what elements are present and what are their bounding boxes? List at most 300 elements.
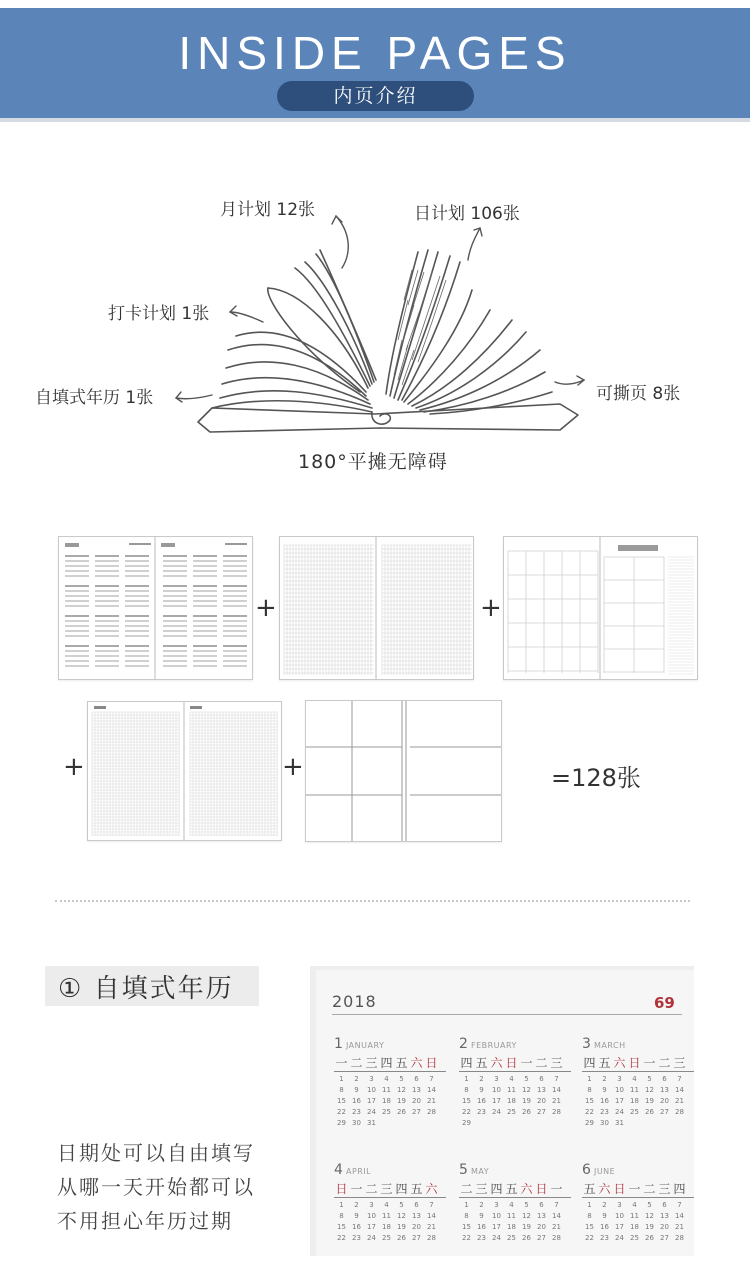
weekday-label: 五	[410, 1182, 423, 1196]
date-row	[459, 1223, 571, 1231]
date-cell: 3	[369, 1201, 374, 1209]
month-number: 6	[582, 1162, 591, 1178]
weekday-label: 三	[475, 1182, 488, 1196]
weekday-label: 三	[380, 1182, 393, 1196]
weekday-label: 五	[475, 1056, 488, 1070]
date-cell: 23	[477, 1108, 486, 1116]
month-heading	[582, 1036, 694, 1052]
date-cell: 21	[427, 1223, 436, 1231]
date-cell: 18	[630, 1097, 639, 1105]
date-row	[582, 1119, 694, 1127]
date-cell: 12	[645, 1212, 654, 1220]
month-number: 3	[582, 1036, 591, 1052]
date-cell: 16	[477, 1097, 486, 1105]
date-cell: 18	[382, 1097, 391, 1105]
weekday-label: 一	[643, 1056, 656, 1070]
weekday-label: 五	[598, 1056, 611, 1070]
date-row	[582, 1108, 694, 1116]
date-cell: 9	[354, 1086, 359, 1094]
weekday-row	[459, 1180, 571, 1198]
date-cell: 23	[352, 1234, 361, 1242]
weekday-label: 六	[410, 1056, 423, 1070]
section-title: ① 自填式年历	[58, 974, 234, 1004]
weekday-label: 六	[490, 1056, 503, 1070]
date-cell	[424, 1119, 439, 1127]
total-sheet-count: =128张	[551, 764, 641, 792]
date-cell	[504, 1119, 519, 1127]
weekday-label: 日	[535, 1182, 548, 1196]
header-subtitle-pill: 内页介绍	[277, 81, 474, 111]
tracker-grid	[280, 537, 473, 679]
date-cell	[657, 1119, 672, 1127]
date-cell: 26	[522, 1234, 531, 1242]
date-cell: 25	[507, 1234, 516, 1242]
date-cell: 19	[645, 1223, 654, 1231]
date-row	[582, 1075, 694, 1083]
date-cell: 12	[397, 1086, 406, 1094]
weekday-label: 日	[505, 1056, 518, 1070]
date-cell: 7	[554, 1075, 559, 1083]
month-number: 4	[334, 1162, 343, 1178]
date-cell: 2	[479, 1201, 484, 1209]
date-cell: 26	[397, 1234, 406, 1242]
date-cell: 12	[645, 1086, 654, 1094]
date-cell: 24	[367, 1234, 376, 1242]
date-cell: 5	[524, 1201, 529, 1209]
date-cell: 5	[647, 1201, 652, 1209]
date-cell: 18	[630, 1223, 639, 1231]
date-cell: 15	[337, 1223, 346, 1231]
date-cell: 20	[537, 1097, 546, 1105]
date-cell: 20	[660, 1223, 669, 1231]
date-cell: 23	[600, 1234, 609, 1242]
weekday-label: 四	[490, 1182, 503, 1196]
date-cell: 9	[602, 1212, 607, 1220]
date-cell: 17	[367, 1097, 376, 1105]
header-banner	[0, 8, 750, 118]
header-shadow	[0, 118, 750, 122]
calendar-month-block	[334, 1036, 446, 1127]
date-cell: 19	[522, 1223, 531, 1231]
date-cell: 8	[339, 1086, 344, 1094]
date-cell: 24	[492, 1234, 501, 1242]
date-row	[582, 1212, 694, 1220]
date-cell: 22	[462, 1234, 471, 1242]
month-heading	[334, 1036, 446, 1052]
date-row	[582, 1201, 694, 1209]
date-cell: 17	[367, 1223, 376, 1231]
calendar-month-block	[334, 1162, 446, 1242]
date-cell: 9	[479, 1212, 484, 1220]
date-cell: 10	[615, 1212, 624, 1220]
date-cell: 4	[509, 1201, 514, 1209]
date-cell: 14	[675, 1086, 684, 1094]
date-cell: 13	[537, 1212, 546, 1220]
date-cell: 22	[337, 1108, 346, 1116]
date-cell: 25	[382, 1234, 391, 1242]
date-cell: 3	[494, 1075, 499, 1083]
date-cell: 26	[522, 1108, 531, 1116]
date-cell: 6	[662, 1201, 667, 1209]
date-cell: 6	[539, 1075, 544, 1083]
date-row	[459, 1097, 571, 1105]
weekday-label: 二	[460, 1182, 473, 1196]
month-name: JANUARY	[342, 1041, 385, 1050]
month-heading	[334, 1162, 446, 1178]
thumb-yearly-calendar	[58, 536, 253, 680]
date-cell: 27	[412, 1234, 421, 1242]
weekday-label: 四	[380, 1056, 393, 1070]
date-cell: 21	[675, 1223, 684, 1231]
date-row	[334, 1108, 446, 1116]
date-cell: 8	[587, 1086, 592, 1094]
date-cell: 8	[464, 1212, 469, 1220]
weekday-label: 二	[535, 1056, 548, 1070]
date-cell	[379, 1119, 394, 1127]
weekday-row	[459, 1054, 571, 1072]
date-cell: 22	[462, 1108, 471, 1116]
date-row	[459, 1234, 571, 1242]
month-heading	[459, 1162, 571, 1178]
weekday-label: 四	[583, 1056, 596, 1070]
weekday-label: 三	[365, 1056, 378, 1070]
date-cell: 6	[539, 1201, 544, 1209]
weekday-label: 六	[425, 1182, 438, 1196]
date-row	[334, 1097, 446, 1105]
weekday-label: 日	[628, 1056, 641, 1070]
date-cell: 15	[585, 1223, 594, 1231]
month-name: MAY	[467, 1167, 490, 1176]
date-cell: 25	[382, 1108, 391, 1116]
plus-sign: +	[63, 752, 85, 782]
date-cell: 12	[522, 1086, 531, 1094]
calendar-month-block	[459, 1036, 571, 1127]
plus-sign: +	[255, 593, 277, 623]
date-cell	[519, 1119, 534, 1127]
date-row	[459, 1119, 571, 1127]
weekday-label: 二	[658, 1056, 671, 1070]
date-row	[459, 1212, 571, 1220]
label-self-fill-calendar: 自填式年历 1张	[35, 388, 154, 408]
date-cell: 14	[675, 1212, 684, 1220]
date-cell: 13	[412, 1212, 421, 1220]
date-cell: 6	[414, 1075, 419, 1083]
date-cell: 22	[337, 1234, 346, 1242]
date-cell: 2	[602, 1075, 607, 1083]
date-cell: 4	[509, 1075, 514, 1083]
date-cell: 21	[427, 1097, 436, 1105]
date-cell: 20	[660, 1097, 669, 1105]
date-cell	[672, 1119, 687, 1127]
weekday-label: 一	[550, 1182, 563, 1196]
date-cell: 24	[615, 1234, 624, 1242]
date-cell: 8	[587, 1212, 592, 1220]
date-cell: 3	[617, 1201, 622, 1209]
date-cell: 13	[537, 1086, 546, 1094]
weekday-label: 二	[643, 1182, 656, 1196]
month-heading	[582, 1162, 694, 1178]
date-cell: 1	[464, 1075, 469, 1083]
date-cell: 28	[427, 1108, 436, 1116]
date-cell: 19	[397, 1097, 406, 1105]
date-cell: 21	[675, 1097, 684, 1105]
date-row	[582, 1223, 694, 1231]
thumb-checkin-tracker	[279, 536, 474, 680]
date-cell: 29	[585, 1119, 594, 1127]
weekday-label: 六	[613, 1056, 626, 1070]
date-cell	[474, 1119, 489, 1127]
calendar-photo	[310, 966, 694, 1256]
label-daily-plan: 日计划 106张	[414, 204, 520, 224]
weekday-label: 日	[425, 1056, 438, 1070]
date-cell: 9	[602, 1086, 607, 1094]
date-cell: 31	[367, 1119, 376, 1127]
calendar-page-number: 69	[654, 994, 675, 1012]
weekday-label: 三	[658, 1182, 671, 1196]
date-cell: 5	[524, 1075, 529, 1083]
date-cell: 1	[587, 1075, 592, 1083]
date-cell: 4	[632, 1201, 637, 1209]
date-cell: 9	[354, 1212, 359, 1220]
date-cell: 5	[399, 1201, 404, 1209]
weekday-row	[582, 1054, 694, 1072]
calendar-month-block	[459, 1162, 571, 1242]
weekday-row	[334, 1054, 446, 1072]
date-cell: 28	[552, 1108, 561, 1116]
date-cell: 29	[337, 1119, 346, 1127]
date-cell: 21	[552, 1097, 561, 1105]
date-cell: 23	[352, 1108, 361, 1116]
month-heading	[459, 1036, 571, 1052]
date-cell	[642, 1119, 657, 1127]
month-number: 1	[334, 1036, 343, 1052]
caption-lay-flat: 180°平摊无障碍	[298, 451, 448, 473]
date-cell: 31	[615, 1119, 624, 1127]
date-cell: 27	[660, 1108, 669, 1116]
calendar-page	[316, 970, 694, 1256]
date-cell: 10	[367, 1086, 376, 1094]
date-cell	[627, 1119, 642, 1127]
date-cell: 10	[367, 1212, 376, 1220]
date-cell: 10	[492, 1212, 501, 1220]
month-name: MARCH	[590, 1041, 626, 1050]
description-line-1: 日期处可以自由填写	[57, 1141, 255, 1165]
date-row	[334, 1119, 446, 1127]
month-number: 5	[459, 1162, 468, 1178]
date-cell: 15	[337, 1097, 346, 1105]
weekday-label: 四	[395, 1182, 408, 1196]
weekday-label: 三	[673, 1056, 686, 1070]
date-row	[334, 1234, 446, 1242]
date-cell: 13	[412, 1086, 421, 1094]
month-name: FEBRUARY	[467, 1041, 517, 1050]
date-row	[334, 1086, 446, 1094]
weekday-label: 五	[395, 1056, 408, 1070]
tearable-panels	[306, 701, 501, 841]
date-cell: 13	[660, 1086, 669, 1094]
date-cell: 2	[354, 1075, 359, 1083]
weekday-label: 二	[365, 1182, 378, 1196]
date-cell: 16	[600, 1097, 609, 1105]
date-cell: 12	[522, 1212, 531, 1220]
date-row	[334, 1212, 446, 1220]
date-cell: 20	[412, 1223, 421, 1231]
monthly-plan-grid	[504, 537, 697, 679]
daily-plan-grid	[88, 702, 281, 840]
date-cell	[549, 1119, 564, 1127]
date-cell: 25	[630, 1234, 639, 1242]
date-cell: 4	[384, 1201, 389, 1209]
date-cell: 3	[617, 1075, 622, 1083]
date-cell: 15	[462, 1223, 471, 1231]
date-cell: 21	[552, 1223, 561, 1231]
date-cell: 27	[537, 1234, 546, 1242]
date-cell: 24	[615, 1108, 624, 1116]
date-cell: 15	[585, 1097, 594, 1105]
header-title: INSIDE PAGES	[178, 27, 572, 79]
weekday-label: 一	[628, 1182, 641, 1196]
date-cell: 2	[354, 1201, 359, 1209]
date-cell: 20	[412, 1097, 421, 1105]
label-tearable-pages: 可撕页 8张	[596, 384, 681, 404]
date-cell: 14	[552, 1212, 561, 1220]
date-cell: 28	[675, 1234, 684, 1242]
date-cell	[409, 1119, 424, 1127]
weekday-label: 日	[613, 1182, 626, 1196]
weekday-label: 五	[505, 1182, 518, 1196]
date-cell: 18	[507, 1097, 516, 1105]
date-cell: 30	[352, 1119, 361, 1127]
date-cell: 28	[427, 1234, 436, 1242]
date-cell: 24	[492, 1108, 501, 1116]
date-cell: 4	[384, 1075, 389, 1083]
date-cell: 3	[494, 1201, 499, 1209]
weekday-label: 四	[460, 1056, 473, 1070]
date-cell: 14	[427, 1212, 436, 1220]
calendar-header-rule	[332, 1014, 682, 1015]
thumb-daily-plan	[87, 701, 282, 841]
weekday-label: 一	[520, 1056, 533, 1070]
date-cell: 20	[537, 1223, 546, 1231]
weekday-label: 日	[335, 1182, 348, 1196]
date-cell: 18	[382, 1223, 391, 1231]
section-divider	[55, 900, 690, 902]
thumb-tearable-pages	[305, 700, 502, 842]
weekday-label: 六	[520, 1182, 533, 1196]
date-cell: 16	[600, 1223, 609, 1231]
date-cell: 11	[507, 1212, 516, 1220]
date-cell: 13	[660, 1212, 669, 1220]
date-cell: 1	[339, 1075, 344, 1083]
date-cell: 6	[414, 1201, 419, 1209]
weekday-row	[582, 1180, 694, 1198]
date-cell: 2	[602, 1201, 607, 1209]
date-cell: 12	[397, 1212, 406, 1220]
date-cell: 30	[600, 1119, 609, 1127]
date-cell: 25	[630, 1108, 639, 1116]
date-cell: 17	[492, 1223, 501, 1231]
date-row	[459, 1086, 571, 1094]
date-cell: 17	[615, 1097, 624, 1105]
date-cell: 5	[399, 1075, 404, 1083]
date-cell	[394, 1119, 409, 1127]
date-cell: 11	[630, 1212, 639, 1220]
date-cell: 14	[552, 1086, 561, 1094]
date-cell: 28	[675, 1108, 684, 1116]
date-cell	[534, 1119, 549, 1127]
date-cell: 23	[600, 1108, 609, 1116]
date-cell: 8	[464, 1086, 469, 1094]
calendar-month-block	[582, 1036, 694, 1127]
month-name: JUNE	[590, 1167, 616, 1176]
thumb-monthly-plan	[503, 536, 698, 680]
weekday-label: 四	[673, 1182, 686, 1196]
date-row	[582, 1234, 694, 1242]
date-cell: 19	[645, 1097, 654, 1105]
date-cell: 27	[660, 1234, 669, 1242]
date-cell: 11	[382, 1086, 391, 1094]
date-cell: 26	[397, 1108, 406, 1116]
date-cell: 16	[477, 1223, 486, 1231]
date-cell: 26	[645, 1108, 654, 1116]
date-cell: 27	[412, 1108, 421, 1116]
weekday-label: 五	[583, 1182, 596, 1196]
description-line-3: 不用担心年历过期	[57, 1209, 233, 1233]
date-row	[459, 1075, 571, 1083]
date-row	[459, 1108, 571, 1116]
date-cell: 7	[554, 1201, 559, 1209]
date-cell: 23	[477, 1234, 486, 1242]
label-checkin-plan: 打卡计划 1张	[108, 304, 210, 324]
date-cell: 22	[585, 1108, 594, 1116]
date-cell: 14	[427, 1086, 436, 1094]
date-row	[334, 1201, 446, 1209]
date-cell: 24	[367, 1108, 376, 1116]
date-row	[334, 1223, 446, 1231]
yearly-calendar-grid	[59, 537, 252, 679]
month-number: 2	[459, 1036, 468, 1052]
date-cell: 22	[585, 1234, 594, 1242]
weekday-label: 六	[598, 1182, 611, 1196]
date-cell: 7	[429, 1201, 434, 1209]
date-cell: 26	[645, 1234, 654, 1242]
date-row	[582, 1097, 694, 1105]
date-cell: 16	[352, 1223, 361, 1231]
calendar-month-block	[582, 1162, 694, 1242]
date-cell: 4	[632, 1075, 637, 1083]
date-cell: 19	[522, 1097, 531, 1105]
date-cell: 27	[537, 1108, 546, 1116]
date-cell: 19	[397, 1223, 406, 1231]
date-row	[459, 1201, 571, 1209]
date-cell	[489, 1119, 504, 1127]
date-cell: 5	[647, 1075, 652, 1083]
date-cell: 3	[369, 1075, 374, 1083]
date-cell: 10	[492, 1086, 501, 1094]
date-cell: 1	[587, 1201, 592, 1209]
date-cell: 11	[382, 1212, 391, 1220]
date-cell: 1	[464, 1201, 469, 1209]
date-cell: 25	[507, 1108, 516, 1116]
weekday-label: 二	[350, 1056, 363, 1070]
plus-sign: +	[480, 593, 502, 623]
date-cell: 6	[662, 1075, 667, 1083]
date-cell: 11	[507, 1086, 516, 1094]
date-cell: 16	[352, 1097, 361, 1105]
date-cell: 11	[630, 1086, 639, 1094]
weekday-row	[334, 1180, 446, 1198]
description-line-2: 从哪一天开始都可以	[57, 1175, 255, 1199]
